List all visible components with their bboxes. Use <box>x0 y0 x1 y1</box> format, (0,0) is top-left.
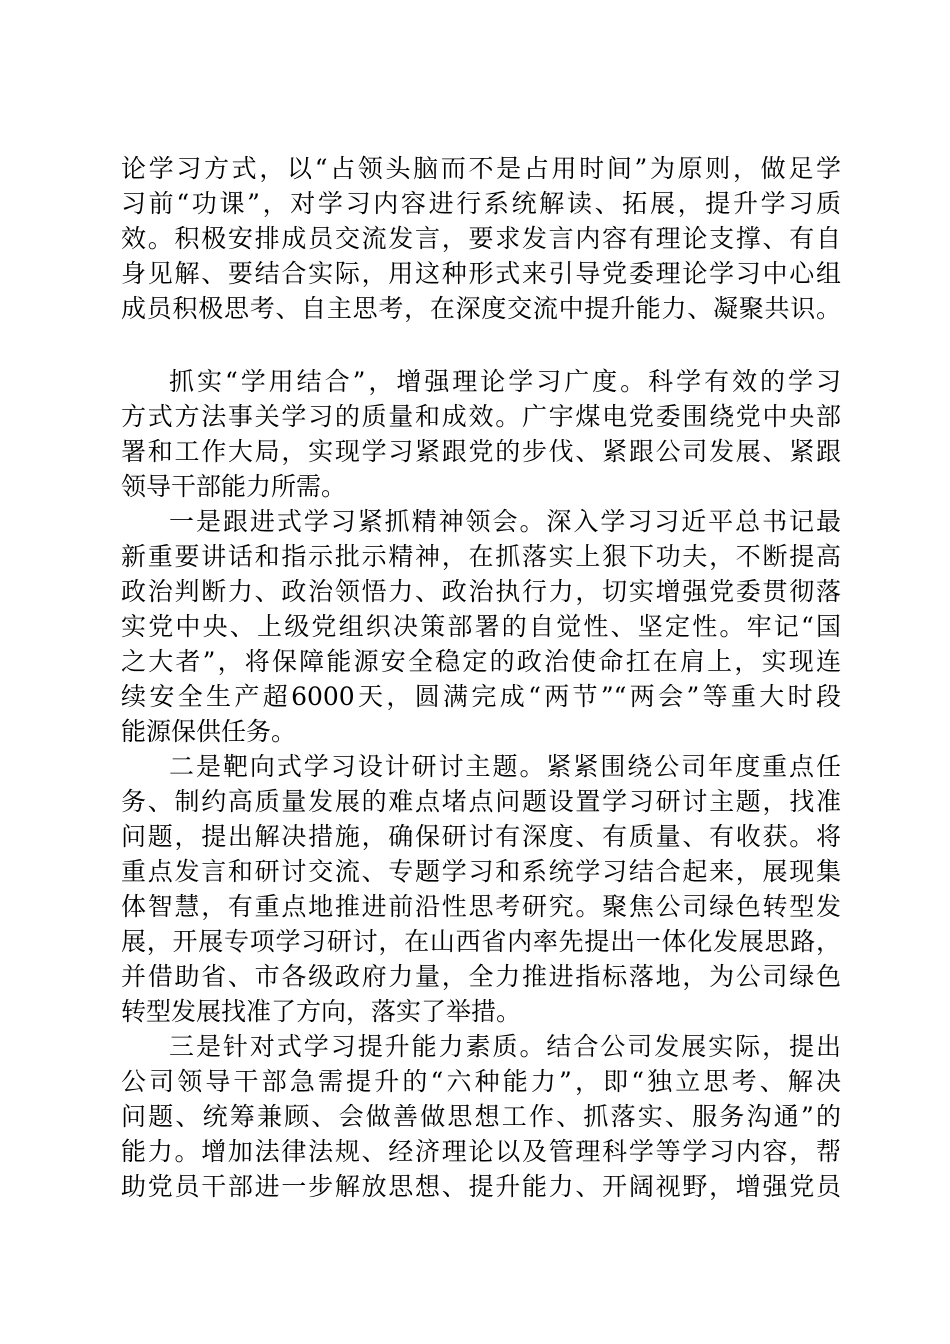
text-line: 新重要讲话和指示批示精神，在抓落实上狠下功夫，不断提高 <box>121 542 841 571</box>
text-line: 二是靶向式学习设计研讨主题。紧紧围绕公司年度重点任 <box>169 752 841 781</box>
text-line: 抓实“学用结合”，增强理论学习广度。科学有效的学习 <box>169 367 841 396</box>
text-line: 能源保供任务。 <box>121 717 297 746</box>
text-line: 问题，提出解决措施，确保研讨有深度、有质量、有收获。将 <box>121 822 841 851</box>
text-line: 成员积极思考、自主思考，在深度交流中提升能力、凝聚共识。 <box>121 294 841 323</box>
text-line: 政治判断力、政治领悟力、政治执行力，切实增强党委贯彻落 <box>121 577 841 606</box>
text-line: 三是针对式学习提升能力素质。结合公司发展实际，提出 <box>169 1032 841 1061</box>
text-line: 公司领导干部急需提升的“六种能力”，即“独立思考、解决 <box>121 1067 841 1096</box>
text-line: 习前“功课”，对学习内容进行系统解读、拓展，提升学习质 <box>121 189 841 218</box>
text-line: 转型发展找准了方向，落实了举措。 <box>121 997 522 1026</box>
text-line: 之大者”，将保障能源安全稳定的政治使命扛在肩上，实现连 <box>121 647 841 676</box>
text-line: 署和工作大局，实现学习紧跟党的步伐、紧跟公司发展、紧跟 <box>121 437 841 466</box>
paragraph-4 <box>121 749 841 1029</box>
text-line: 续安全生产超6000天，圆满完成“两节”“两会”等重大时段 <box>121 682 841 711</box>
text-line: 问题、统筹兼顾、会做善做思想工作、抓落实、服务沟通”的 <box>121 1102 841 1131</box>
text-line: 实党中央、上级党组织决策部署的自觉性、坚定性。牢记“国 <box>121 612 841 641</box>
text-line: 身见解、要结合实际，用这种形式来引导党委理论学习中心组 <box>121 259 841 288</box>
paragraph-1 <box>121 151 841 326</box>
text-line: 能力。增加法律法规、经济理论以及管理科学等学习内容，帮 <box>121 1137 841 1166</box>
text-line: 体智慧，有重点地推进前沿性思考研究。聚焦公司绿色转型发 <box>121 892 841 921</box>
text-line: 并借助省、市各级政府力量，全力推进指标落地，为公司绿色 <box>121 962 841 991</box>
text-line: 一是跟进式学习紧抓精神领会。深入学习习近平总书记最 <box>169 507 841 536</box>
text-line: 论学习方式，以“占领头脑而不是占用时间”为原则，做足学 <box>121 154 841 183</box>
text-line: 重点发言和研讨交流、专题学习和系统学习结合起来，展现集 <box>121 857 841 886</box>
text-line: 务、制约高质量发展的难点堵点问题设置学习研讨主题，找准 <box>121 787 841 816</box>
text-line: 效。积极安排成员交流发言，要求发言内容有理论支撑、有自 <box>121 224 841 253</box>
paragraph-5 <box>121 1029 841 1204</box>
paragraph-2 <box>121 364 841 504</box>
text-line: 展，开展专项学习研讨，在山西省内率先提出一体化发展思路， <box>121 927 841 956</box>
text-line: 方式方法事关学习的质量和成效。广宇煤电党委围绕党中央部 <box>121 402 841 431</box>
text-line: 领导干部能力所需。 <box>121 472 347 501</box>
paragraph-3 <box>121 504 841 749</box>
text-line: 助党员干部进一步解放思想、提升能力、开阔视野，增强党员 <box>121 1172 841 1201</box>
